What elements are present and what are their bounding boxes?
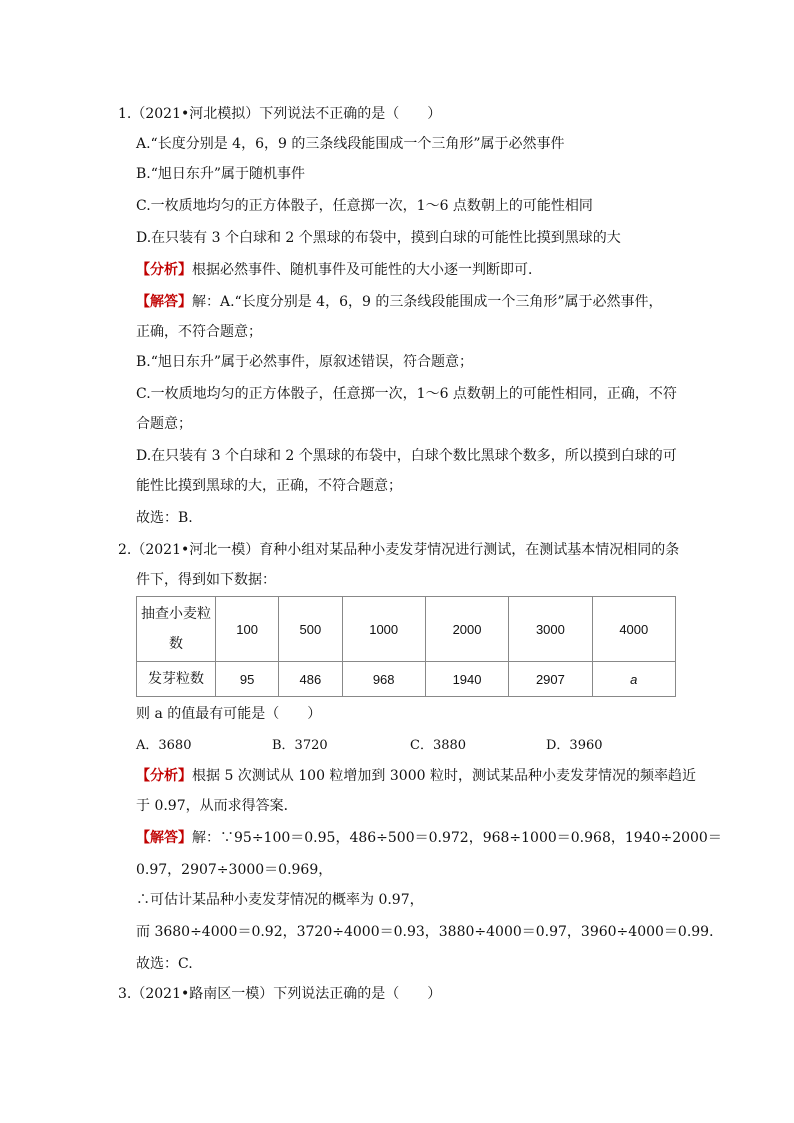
- q2-answer-line-5: 故选：C.: [136, 956, 193, 972]
- q2-analysis-line-2: 于 0.97，从而求得答案．: [136, 798, 298, 814]
- q2-analysis-line-1: [136, 766, 696, 786]
- analysis-tag: 【分析】: [136, 262, 192, 278]
- q1-answer-line-1: [136, 292, 663, 312]
- q2-choice-a: A．3680: [136, 738, 192, 753]
- table-row: [137, 662, 676, 697]
- table-row-header: [137, 597, 216, 662]
- q1-answer-line-3: B.“旭日东升”属于必然事件，原叙述错误，符合题意；: [136, 354, 474, 370]
- table-cell: 4000: [592, 597, 675, 662]
- table-cell: a: [592, 662, 675, 697]
- header-line-2: 数: [169, 636, 183, 652]
- table-cell: 968: [342, 662, 425, 697]
- q2-choice-b: B．3720: [272, 738, 328, 753]
- germination-table: [136, 596, 676, 697]
- q2-choice-c: C．3880: [410, 738, 467, 753]
- table-row-header: 发芽粒数: [137, 662, 216, 697]
- q2-choice-d: D．3960: [546, 738, 603, 753]
- table-cell: 486: [279, 662, 342, 697]
- table-cell: 100: [216, 597, 279, 662]
- q1-answer-line-2: 正确，不符合题意；: [136, 324, 262, 340]
- q1-answer-line-6: D.在只装有 3 个白球和 2 个黑球的布袋中，白球个数比黑球个数多，所以摸到白球的可: [136, 448, 677, 464]
- analysis-text: 根据必然事件、随机事件及可能性的大小逐一判断即可．: [192, 262, 542, 278]
- q1-option-d: D.在只装有 3 个白球和 2 个黑球的布袋中，摸到白球的可能性比摸到黑球的大: [136, 230, 621, 246]
- q1-answer-line-8: 故选：B.: [136, 510, 193, 526]
- q1-option-a: A.“长度分别是 4，6，9 的三条线段能围成一个三角形”属于必然事件: [136, 136, 565, 152]
- q1-analysis: [136, 260, 542, 280]
- q3-stem: 3.（2021•路南区一模）下列说法正确的是（ ）: [118, 986, 442, 1002]
- table-cell: 95: [216, 662, 279, 697]
- q2-stem-line-1: 2.（2021•河北一模）育种小组对某品种小麦发芽情况进行测试，在测试基本情况相同的条: [118, 542, 680, 558]
- table-row: [137, 597, 676, 662]
- answer-text: 解：∵95÷100＝0.95，486÷500＝0.972，968÷1000＝0.968，1940÷2000＝: [192, 830, 722, 846]
- table-cell: 2907: [509, 662, 592, 697]
- table-cell: 1000: [342, 597, 425, 662]
- table-cell: 1940: [425, 662, 508, 697]
- table-cell: 3000: [509, 597, 592, 662]
- q1-stem: 1.（2021•河北模拟）下列说法不正确的是（ ）: [118, 106, 442, 122]
- q2-answer-line-4: 而 3680÷4000＝0.92，3720÷4000＝0.93，3880÷4000＝0.97，3960÷4000＝0.99．: [136, 924, 724, 940]
- q1-answer-line-5: 合题意；: [136, 416, 192, 432]
- q2-answer-line-1: [136, 828, 722, 848]
- q2-answer-line-3: ∴可估计某品种小麦发芽情况的概率为 0.97，: [136, 892, 424, 908]
- q1-option-c: C.一枚质地均匀的正方体骰子，任意掷一次，1～6 点数朝上的可能性相同: [136, 198, 593, 214]
- q2-stem-line-2: 件下，得到如下数据：: [136, 572, 276, 588]
- table-cell: 500: [279, 597, 342, 662]
- table-cell: 2000: [425, 597, 508, 662]
- q2-answer-line-2: 0.97，2907÷3000＝0.969，: [136, 862, 333, 878]
- answer-text: 解：A.“长度分别是 4，6，9 的三条线段能围成一个三角形”属于必然事件，: [192, 294, 663, 310]
- answer-tag: 【解答】: [136, 830, 192, 846]
- answer-tag: 【解答】: [136, 294, 192, 310]
- header-line-1: 抽查小麦粒: [141, 606, 211, 622]
- q1-option-b: B.“旭日东升”属于随机事件: [136, 166, 306, 182]
- analysis-tag: 【分析】: [136, 768, 192, 784]
- q1-answer-line-4: C.一枚质地均匀的正方体骰子，任意掷一次，1～6 点数朝上的可能性相同，正确，不符: [136, 386, 677, 402]
- q1-answer-line-7: 能性比摸到黑球的大，正确，不符合题意；: [136, 478, 402, 494]
- q2-question: 则 a 的值最有可能是（ ）: [136, 706, 322, 722]
- analysis-text: 根据 5 次测试从 100 粒增加到 3000 粒时，测试某品种小麦发芽情况的频率趋近: [192, 768, 696, 784]
